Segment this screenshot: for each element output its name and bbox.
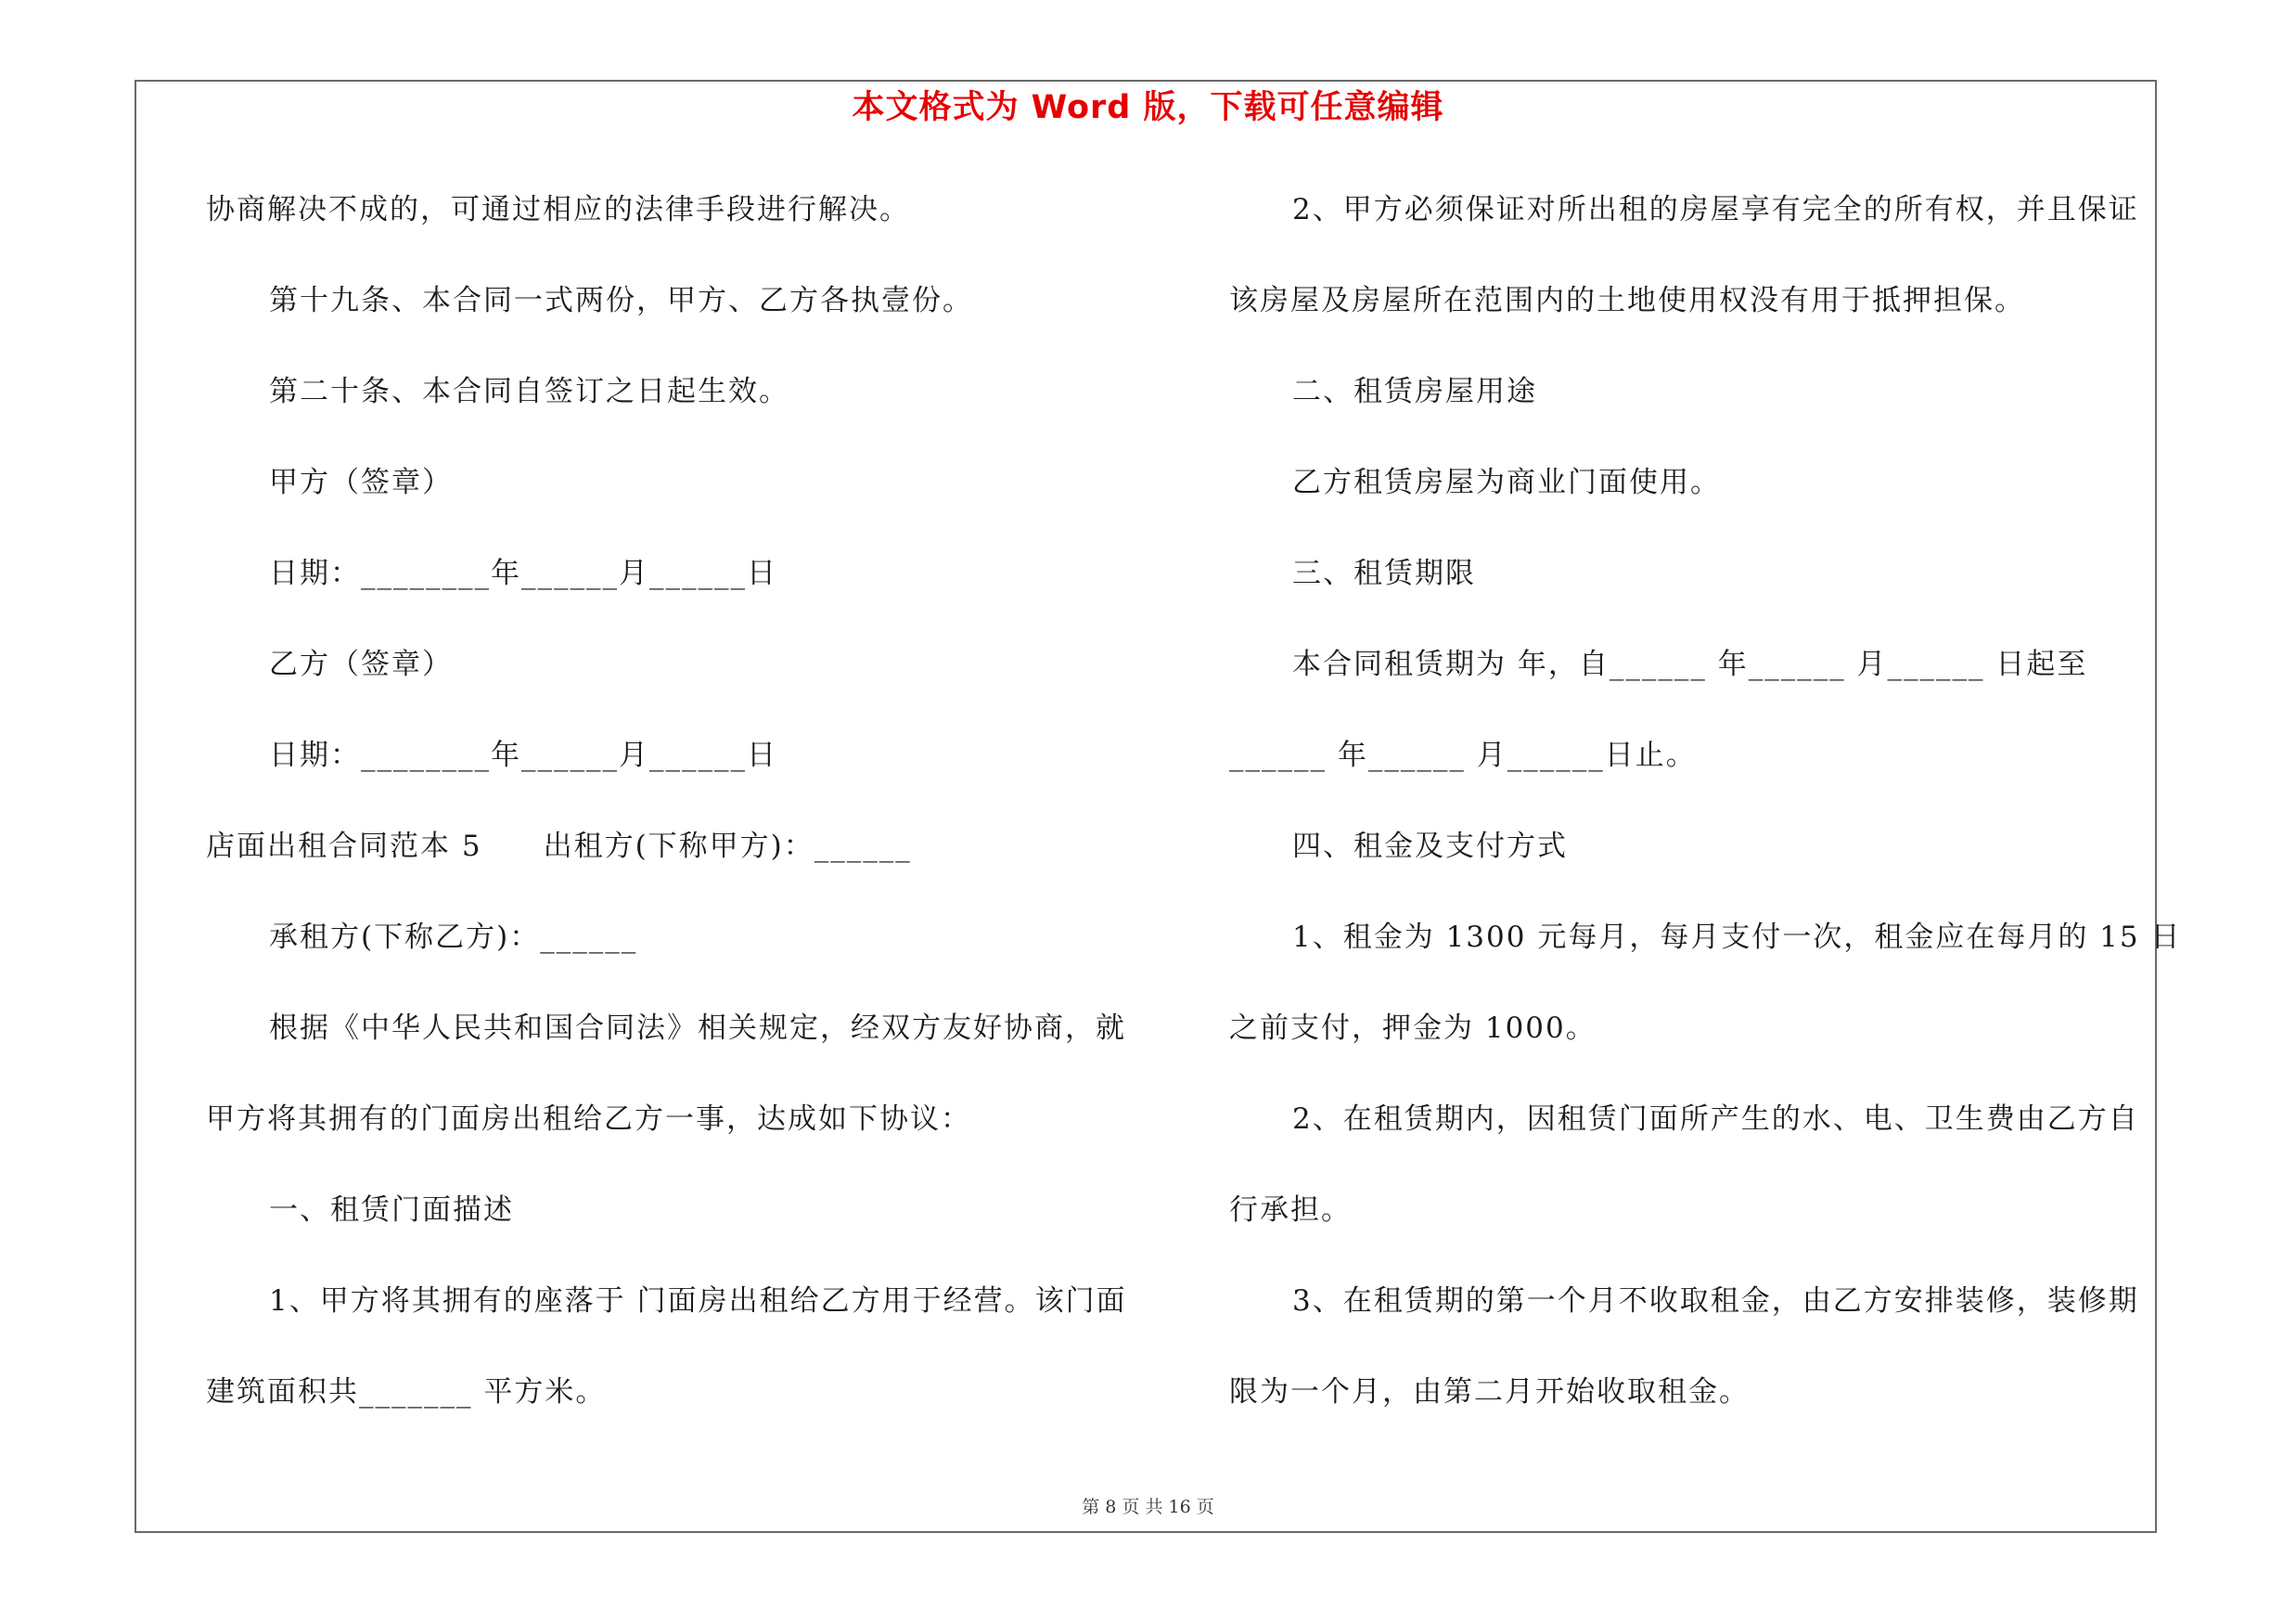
left-paragraph-line: 协商解决不成的，可通过相应的法律手段进行解决。 <box>206 193 910 226</box>
right-text-column <box>1229 187 2182 1461</box>
right-paragraph-line: 限为一个月，由第二月开始收取租金。 <box>1229 1375 1750 1409</box>
party-b-signature-label: 乙方（签章） <box>269 648 453 681</box>
party-b-date-line: 日期：________年______月______日 <box>269 739 777 772</box>
right-paragraph-line: 乙方租赁房屋为商业门面使用。 <box>1292 466 1721 499</box>
left-paragraph-line: 建筑面积共_______ 平方米。 <box>206 1375 607 1409</box>
party-a-signature-label: 甲方（签章） <box>269 466 453 499</box>
contract-sample-heading: 店面出租合同范本 5 出租方(下称甲方)：______ <box>206 830 912 863</box>
right-paragraph-line: 之前支付，押金为 1000。 <box>1229 1011 1597 1045</box>
left-paragraph-line: 甲方将其拥有的门面房出租给乙方一事，达成如下协议： <box>206 1102 971 1136</box>
section-heading: 二、租赁房屋用途 <box>1292 375 1537 408</box>
section-heading: 四、租金及支付方式 <box>1292 830 1568 863</box>
right-paragraph-line: 3、在租赁期的第一个月不收取租金，由乙方安排装修，装修期 <box>1292 1284 2139 1318</box>
right-paragraph-line: 该房屋及房屋所在范围内的土地使用权没有用于抵押担保。 <box>1229 284 2025 317</box>
left-paragraph-line: 第二十条、本合同自签订之日起生效。 <box>269 375 789 408</box>
section-heading: 一、租赁门面描述 <box>269 1193 514 1227</box>
left-paragraph-line: 1、甲方将其拥有的座落于 门面房出租给乙方用于经营。该门面 <box>269 1284 1127 1318</box>
word-format-banner: 本文格式为 Word 版，下载可任意编辑 <box>852 89 1444 126</box>
right-paragraph-line: 2、在租赁期内，因租赁门面所产生的水、电、卫生费由乙方自 <box>1292 1102 2139 1136</box>
lease-term-line: 本合同租赁期为 年，自______ 年______ 月______ 日起至 <box>1292 648 2088 681</box>
left-paragraph-line: 根据《中华人民共和国合同法》相关规定，经双方友好协商，就 <box>269 1011 1126 1045</box>
page-number-footer: 第 8 页 共 16 页 <box>1082 1497 1214 1517</box>
right-paragraph-line: 2、甲方必须保证对所出租的房屋享有完全的所有权，并且保证 <box>1292 193 2139 226</box>
left-text-column <box>206 187 1134 1461</box>
right-paragraph-line: 1、租金为 1300 元每月，每月支付一次，租金应在每月的 15 日 <box>1292 921 2182 954</box>
section-heading: 三、租赁期限 <box>1292 557 1476 590</box>
party-a-date-line: 日期：________年______月______日 <box>269 557 777 590</box>
right-paragraph-line: 行承担。 <box>1229 1193 1352 1227</box>
lessee-line: 承租方(下称乙方)：______ <box>269 921 638 954</box>
lease-term-line: ______ 年______ 月______日止。 <box>1229 739 1697 772</box>
left-paragraph-line: 第十九条、本合同一式两份，甲方、乙方各执壹份。 <box>269 284 973 317</box>
